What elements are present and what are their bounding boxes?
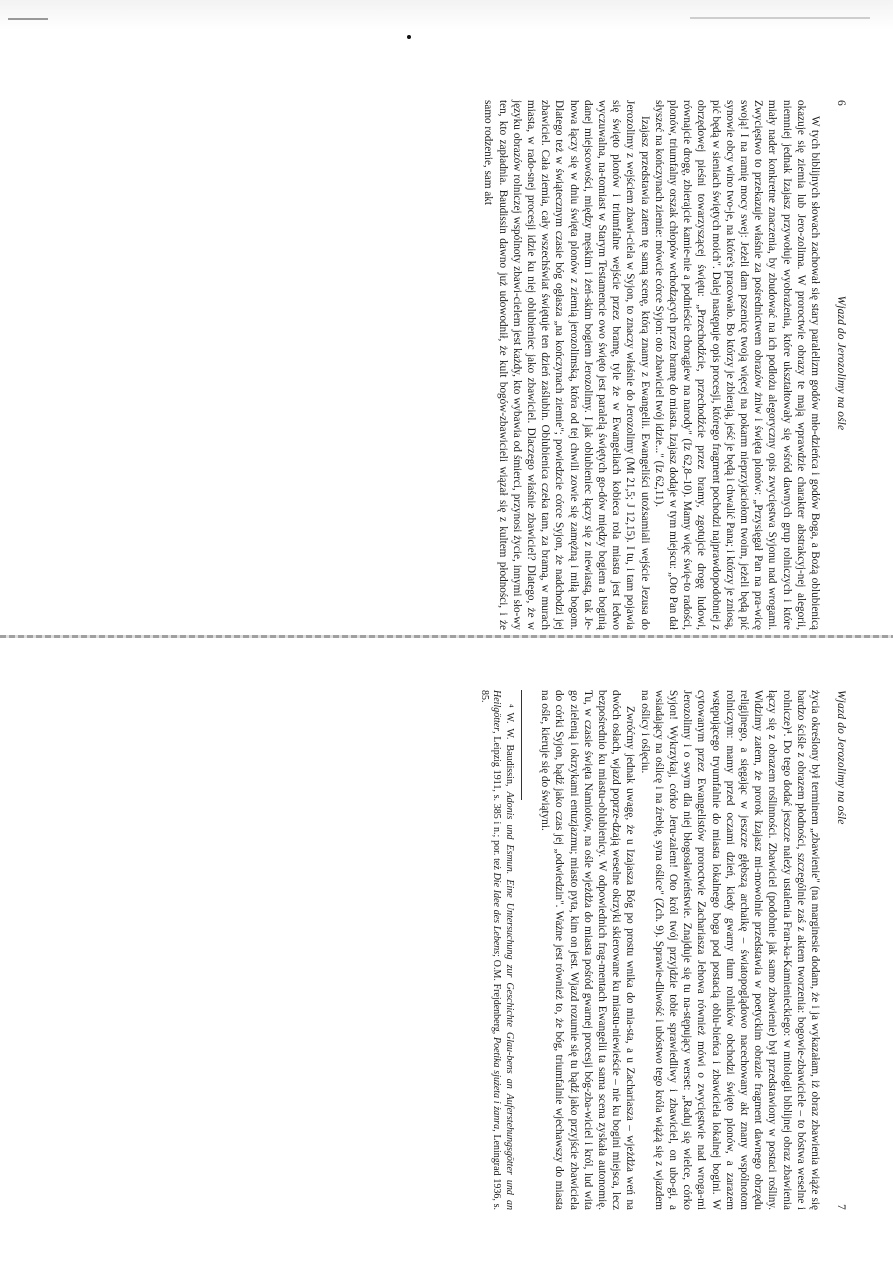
footnote <box>477 690 515 1210</box>
page-number: 7 <box>835 1204 847 1210</box>
paragraph: życia określony był terminem „zbawienie" (na marginesie dodam, że i ja wykazałam, iż obraz zbawienia wiąże się bardzo ściśle z obrazem płodności, szczególnie zaś z aktem tworzenia: bogowie-zbawiciele – to bóstwa weselne i rolnicze)⁴. Do tego dodać jeszcze należy ustalenia Fran-ka-Kamienieckiego: w mitologii biblijnej obraz zbawienia łączy się z obrazem roślinności. Zbawiciel (podobnie jak samo zbawienie) był przedstawiony w postaci rośliny. Widzimy zatem, że prorok Izajasz mi-mowolnie przedstawia w poetyckim obrazie fragment dawnego obrzędu religijnego, a sięgając w jeszcze głębszą archaikę – światopoglądowo nacechowany akt znany wspólnotom rolniczym: mamy przed oczami dzień, kiedy gwarny tłum rolników obchodzi święto plonów, a zarazem wstępującego tryumfalnie do miasta lokalnego boga pod postacią oblu-bieńca i zbawiciela lokalnej bogini. W cytowanym przez Ewangelistów proroctwie Zachariasza Jehowa również mówi o zwycięstwie nad wroga-mi Jerozolimy i o swym dla niej błogosławieństwie. Znajduje się tu na-stępujący werset: „Raduj się wielce, córko Syjon! Wykrzykaj, córko Jeru-zalem! Oto król twój przyjdzie tobie sprawiedliwy i zbawiciel, on ubo-gi, a wsiadający na oślicę i na źrebię, syna oślice" (Zch. 9). Sprawie-dliwość i ubóstwo tego króla wiążą się z wjazdem na oślicy i oślęciu. <box>638 690 821 1210</box>
footnote-text: ⁴ W. W. Baudissin, Adonis und Esmun. Eine Untersuchung zur Geschichte Glau-bens an Auferstehungsgötter und an Heilgötter, Leipzig 1911, s. 385 i n.; por. też Die Idee des Lebens; O.M. Frejdenberg, Poetika sjużeta i żanra, Leningrad 1936, s. 85. <box>478 690 515 1210</box>
page-fold-divider <box>0 635 893 638</box>
page-6 <box>68 100 848 630</box>
scan-mark <box>690 17 870 19</box>
speck <box>407 35 411 39</box>
footnote-rule <box>521 690 522 800</box>
running-header <box>834 100 848 630</box>
body-text <box>481 100 822 630</box>
running-head-title: Wjazd do Jerozolimy na ośle <box>835 690 847 825</box>
paragraph: W tych biblijnych słowach zachował się stary paralelizm godów mło-dzieńca i godów Boga, a Bożą oblubienicą okazuje się ziemia lub Jero-zolima. W proroctwie obrazy te mają wprawdzie charakter abstrakcyj-nej alegorii, niemniej jednak Izajasz przywołuje wyobrażenia, które ukształtowały się wśród dawnych grup rolniczych i które miały nader konkretne znaczenia, by zbudować na ich podłożu alegoryczny opis zwycięstwa Syjonu nad wrogami. Zwycięstwo to przekazuje właśnie za pośrednictwem obrazów żniw i święta plonów: „Przysięgał Pan na pra-wicę swoją! I na ramię mocy swej: Jeżeli dam pszenicę twoją więcej na pokarm nieprzyjaciołom twoim, jeżeli będą pić synowie obcy wino two-je, na które's pracowało. Bo którzy je zbierają, jeść je będą i chwalić Pana; i którzy je zniosą, pić będą w sieniach świętych moich". Dalej następuje opis procesji, którego fragment pochodzi najprawdopodobniej z obrzędowej pieśni towarzyszącej świętu: „Przechodźcie, przechodźcie przez bramy, zgotujcie drogę ludowi, równajcie drogę, zbierajcie kamie-nie a podnieście chorągiew na narody" (Iz 62,8–10). Mamy więc świę-to radości, plonów, triumfalny orszak chłopów wchodzących przez bramę do miasta. Izajasz dodaje w tym miejscu: „Oto Pan dał słyszeć na kończynach ziemie: mówcie córce Syjon: oto zbawiciel twój idzie..." (Iz 62,11). <box>652 100 821 630</box>
paragraph: Zwróćmy jednak uwagę, że u Izajasza Bóg po prostu wnika do mia-sta, a u Zachariasza – wjeżdża weń na dwóch osłach, wjazd poprze-dzają weselne okrzyki skierowane ku miastu-niewieście – nie ku bogini miejsca, lecz bezpośrednio ku miastu-oblubienicy. W odpowiednich frag-mentach Ewangelii ta sama scena zyskała autonomię. Tu, w czasie święta Namiotów, na ośle wjeżdża do miasta pośród gwarnej procesji bóg-zba-wiciel i król, lud wita go zielenią i okrzykami entuzjazmu; miasto pyta, kim on jest. Wjazd rozumie się tu bądź jako przyjście zbawiciela do córki Syjon, bądź jako czas jej „odwiedzin". Ważne jest również to, że bóg, triumfalnie wjechawszy do miasta na ośle, kieruje się do świątyni. <box>539 690 637 1210</box>
footnote-marker: ⁴ <box>503 704 515 708</box>
page-number: 6 <box>835 100 847 106</box>
scan-mark <box>8 18 48 20</box>
running-header <box>834 690 848 1210</box>
scan-edge <box>0 0 893 30</box>
running-head-title: Wjazd do Jerozolimy na ośle <box>835 295 847 431</box>
body-text <box>538 690 822 1210</box>
paragraph: Izajasz przedstawia zatem tę samą scenę, którą znamy z Ewangelii. Ewangeliści utożsamiali wejście Jezusa do Jerozolimy z wejściem zbawi-ciela w Syjon, to znaczy właśnie do Jerozolimy (Mt 21,5; J 12,15). I tu, i tam pojawia się święto plonów i triumfalne wejście przez bramę, tyle że w Ewangeliach kobieca rola miasta jest ledwo wyczuwalna, na-tomiast w Starym Testamencie owo święto jest paralelą świętych go-dów między bogiem a boginią danej miejscowości, między męskim i żeń-skim bogiem Jerozolimy. I jak oblubieniec łączy się z niewiastą, tak Je-howa łączy się w dniu święta plonów z ziemią jerozolimską, która od tej chwili zowie się zamężną i miłą bogom. Dlatego też w świątecznym czasie bóg ogłasza „na kończynach ziemie"; powiedzcie córce Syjon, że nadchodzi jej zbawiciel. Cała ziemia, cały wszechświat świętuje ten dzień zaślubin. Oblubienica czeka tam, za bramą, w murach miasta, w rado-snej procesji idzie ku niej oblubieniec jako zbawiciel. Dlaczego właśnie zbawiciel? Dlatego, że w języku obrazów rolniczej wspólnoty zbawi-cielem jest każdy, kto wybawia od śmierci, przynosi życie, innymi sło-wy ten, kto zapładnia. Baudissin dawno już udowodnił, że kult bogów-zbawicieli wiązał się z kultem płodności, i że samo rodzenie, sam akt <box>482 100 651 630</box>
page-7 <box>68 690 848 1210</box>
